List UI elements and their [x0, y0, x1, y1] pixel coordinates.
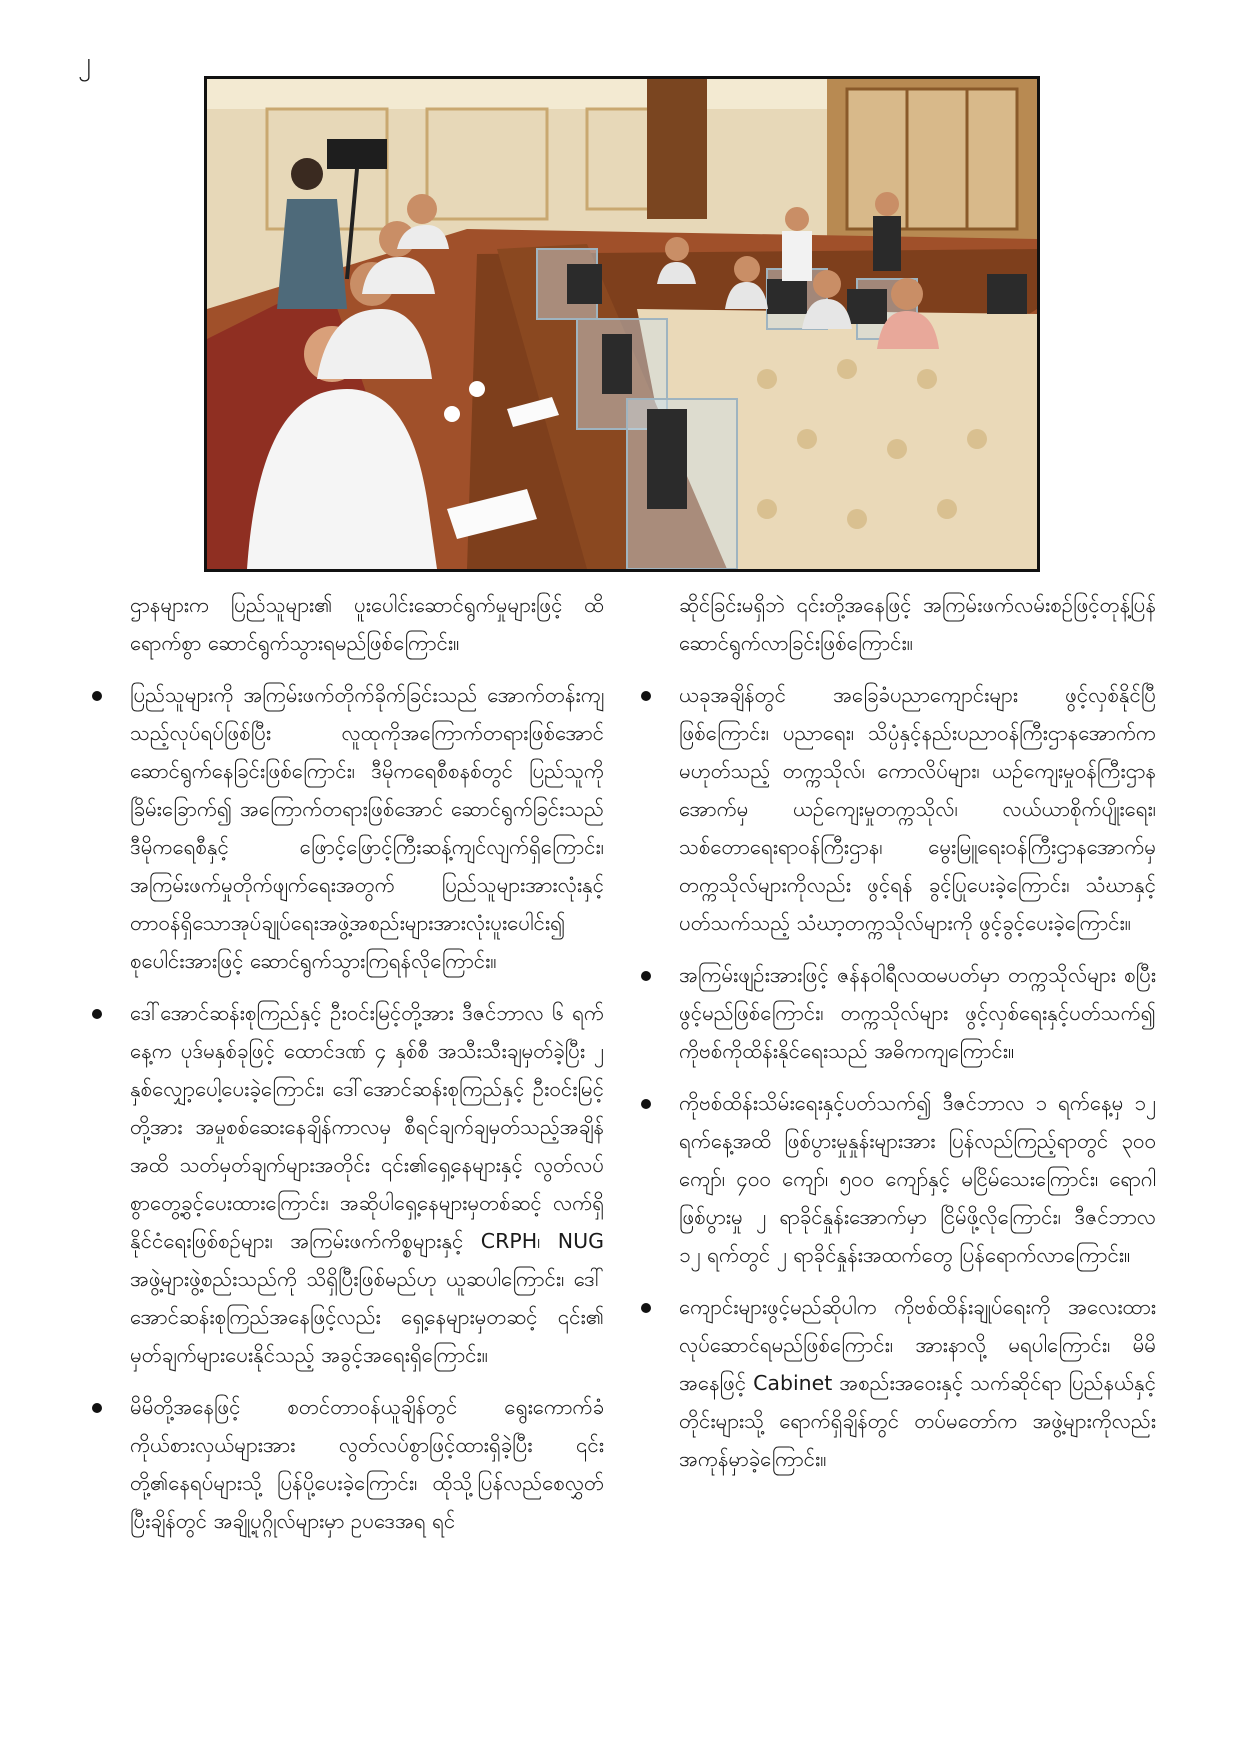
bullet-text: ယခုအချိန်တွင် အခြေခံပညာကျောင်းများ ဖွင့်လှစ်နိုင်ပြီဖြစ်ကြောင်း၊ ပညာရေး၊ သိပ္ပံနှင့်နည်းပညာဝန်ကြီးဌာနအောက်ကမဟုတ်သည့် တက္ကသိုလ်၊ ကောလိပ်များ၊ ယဉ်ကျေးမှုဝန်ကြီးဌာနအောက်မှ ယဉ်ကျေးမှုတက္ကသိုလ်၊ လယ်ယာစိုက်ပျိုးရေး၊ သစ်တောရေးရာဝန်ကြီးဌာန၊ မွေးမြူရေးဝန်ကြီးဌာနအောက်မှ တက္ကသိုလ်များကိုလည်း ဖွင့်ရန် ခွင့်ပြုပေးခဲ့ကြောင်း၊ သံဃာနှင့်ပတ်သက်သည့် သံဃာ့တက္ကသိုလ်များကို ဖွင့်ခွင့်ပေးခဲ့ကြောင်း။: [679, 683, 1156, 935]
bullet-item: [641, 1084, 1156, 1274]
bullet-icon: [641, 1099, 651, 1109]
bullet-text: ဒေါ်အောင်ဆန်းစုကြည်နှင့် ဦးဝင်းမြင့်တို့အား ဒီဇင်ဘာလ ၆ ရက်နေ့က ပုဒ်မနှစ်ခုဖြင့် ထောင်ဒဏ် ၄ နှစ်စီ အသီးသီးချမှတ်ခဲ့ပြီး ၂ နှစ်လျှော့ပေါ့ပေးခဲ့ကြောင်း၊ ဒေါ်အောင်ဆန်းစုကြည်နှင့် ဦးဝင်းမြင့်တို့အား အမှုစစ်ဆေးနေချိန်ကာလမှ စီရင်ချက်ချမှတ်သည့်အချိန်အထိ သတ်မှတ်ချက်များအတိုင်း ၎င်း၏ရှေ့နေများနှင့် လွတ်လပ်စွာတွေ့ခွင့်ပေးထားကြောင်း၊ အဆိုပါရှေ့နေများမှတစ်ဆင့် လက်ရှိနိုင်ငံရေးဖြစ်စဉ်များ၊ အကြမ်းဖက်ကိစ္စများနှင့် CRPH၊ NUG အဖွဲ့များဖွဲ့စည်းသည်ကို သိရှိပြီးဖြစ်မည်ဟု ယူဆပါကြောင်း၊ ဒေါ်အောင်ဆန်းစုကြည်အနေဖြင့်လည်း ရှေ့နေများမှတဆင့် ၎င်း၏ မှတ်ချက်များပေးနိုင်သည့် အခွင့်အရေးရှိကြောင်း။: [130, 1001, 604, 1367]
bullet-text: မိမိတို့အနေဖြင့် စတင်တာဝန်ယူချိန်တွင် ရွေးကောက်ခံကိုယ်စားလှယ်များအား လွတ်လပ်စွာဖြင့်ထားရှိခဲ့ပြီး ၎င်းတို့၏နေရပ်များသို့ ပြန်ပို့ပေးခဲ့ကြောင်း၊ ထိုသို့ပြန်လည်စေလွှတ်ပြီးချိန်တွင် အချို့ပုဂ္ဂိုလ်များမှာ ဥပဒေအရ ရင်: [130, 1395, 604, 1533]
bullet-item: [641, 1288, 1156, 1478]
left-column-lead-paragraph: ဌာနများက ပြည်သူများ၏ ပူးပေါင်းဆောင်ရွက်မှုများဖြင့် ထိရောက်စွာ ဆောင်ရွက်သွားရမည်ဖြစ်ကြောင်း။: [130, 593, 604, 655]
bullet-icon: [92, 1403, 102, 1413]
right-column: [641, 586, 1156, 1492]
left-column: [92, 586, 604, 1554]
bullet-item: [92, 676, 604, 980]
left-bullet-list: [92, 676, 604, 1540]
bullet-item: [92, 994, 604, 1374]
bullet-icon: [641, 971, 651, 981]
bullet-icon: [92, 691, 102, 701]
bullet-text: ကိုဗစ်ထိန်းသိမ်းရေးနှင့်ပတ်သက်၍ ဒီဇင်ဘာလ ၁ ရက်နေ့မှ ၁၂ ရက်နေ့အထိ ဖြစ်ပွားမှုနှုန်းများအား ပြန်လည်ကြည့်ရာတွင် ၃၀၀ ကျော်၊ ၄၀၀ ကျော်၊ ၅၀၀ ကျော်နှင့် မငြိမ်သေးကြောင်း၊ ရောဂါဖြစ်ပွားမှု ၂ ရာခိုင်နှုန်းအောက်မှာ ငြိမ်ဖို့လိုကြောင်း၊ ဒီဇင်ဘာလ ၁၂ ရက်တွင် ၂ ရာခိုင်နှုန်းအထက်တွေ ပြန်ရောက်လာကြောင်း။: [679, 1091, 1156, 1267]
bullet-icon: [641, 691, 651, 701]
meeting-photo-illustration: [207, 79, 1037, 569]
bullet-text: ကျောင်းများဖွင့်မည်ဆိုပါက ကိုဗစ်ထိန်းချုပ်ရေးကို အလေးထားလုပ်ဆောင်ရမည်ဖြစ်ကြောင်း၊ အားနာလို့ မရပါကြောင်း၊ မိမိအနေဖြင့် Cabinet အစည်းအဝေးနှင့် သက်ဆိုင်ရာ ပြည်နယ်နှင့်တိုင်းများသို့ ရောက်ရှိချိန်တွင် တပ်မတော်က အဖွဲ့များကိုလည်း အကုန်မှာခဲ့ကြောင်း။: [679, 1295, 1156, 1471]
bullet-item: [641, 956, 1156, 1070]
right-column-lead-paragraph: ဆိုင်ခြင်းမရှိဘဲ ၎င်းတို့အနေဖြင့် အကြမ်းဖက်လမ်းစဉ်ဖြင့်တုန့်ပြန်ဆောင်ရွက်လာခြင်းဖြစ်ကြောင်း။: [679, 593, 1156, 655]
meeting-photo: [204, 76, 1040, 572]
bullet-text: ပြည်သူများကို အကြမ်းဖက်တိုက်ခိုက်ခြင်းသည် အောက်တန်းကျသည့်လုပ်ရပ်ဖြစ်ပြီး လူထုကိုအကြောက်တရားဖြစ်အောင်ဆောင်ရွက်နေခြင်းဖြစ်ကြောင်း၊ ဒီမိုကရေစီစနစ်တွင် ပြည်သူကိုခြိမ်းခြောက်၍ အကြောက်တရားဖြစ်အောင် ဆောင်ရွက်ခြင်းသည် ဒီမိုကရေစီနှင့် ဖြောင့်ဖြောင့်ကြီးဆန့်ကျင်လျက်ရှိကြောင်း၊ အကြမ်းဖက်မှုတိုက်ဖျက်ရေးအတွက် ပြည်သူများအားလုံးနှင့် တာဝန်ရှိသောအုပ်ချုပ်ရေးအဖွဲ့အစည်းများအားလုံးပူးပေါင်း၍ စုပေါင်းအားဖြင့် ဆောင်ရွက်သွားကြရန်လိုကြောင်း။: [130, 683, 604, 973]
bullet-icon: [92, 1009, 102, 1019]
bullet-item: [92, 1388, 604, 1540]
bullet-icon: [641, 1303, 651, 1313]
bullet-item: [641, 676, 1156, 942]
page-number: ၂: [78, 47, 91, 77]
bullet-text: အကြမ်းဖျဉ်းအားဖြင့် ဇန်နဝါရီလထမပတ်မှာ တက္ကသိုလ်များ စပြီးဖွင့်မည်ဖြစ်ကြောင်း၊ တက္ကသိုလ်များ ဖွင့်လှစ်ရေးနှင့်ပတ်သက်၍ ကိုဗစ်ကိုထိန်းနိုင်ရေးသည် အဓိကကျကြောင်း။: [679, 963, 1156, 1063]
right-bullet-list: [641, 676, 1156, 1478]
